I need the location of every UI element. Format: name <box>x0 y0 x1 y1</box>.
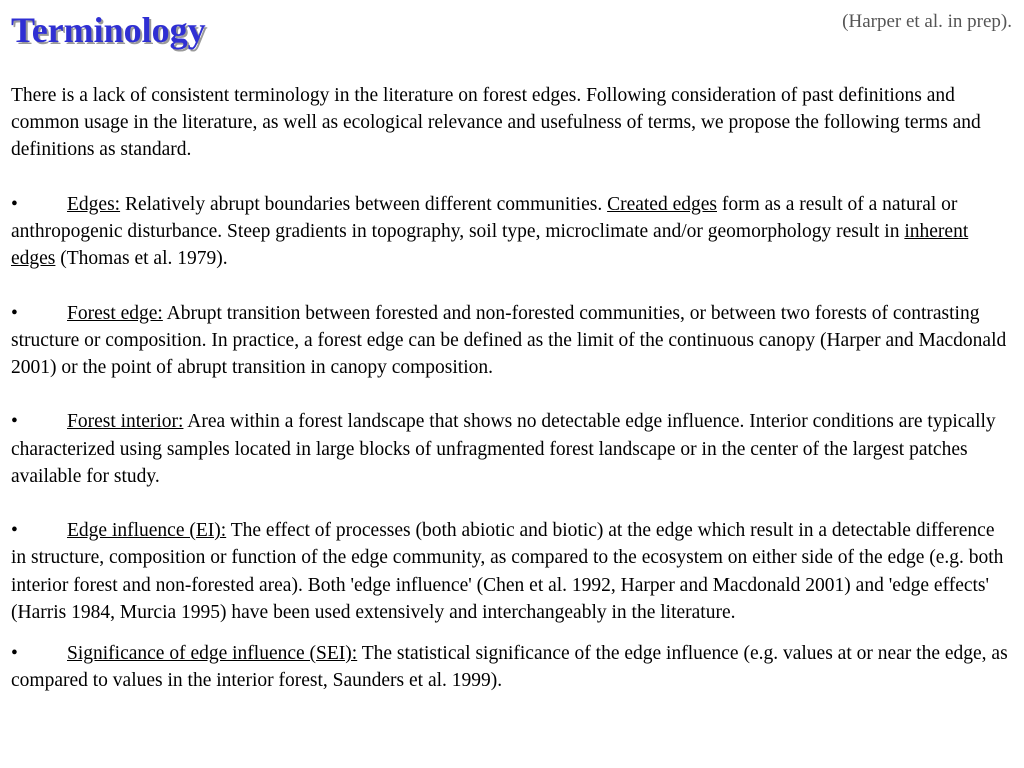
term-inherent-edges: inherent edges <box>11 221 969 270</box>
term-created-edges: Created edges <box>607 193 717 215</box>
definition-forest-edge <box>11 300 1014 382</box>
slide-title: Terminology <box>11 10 206 50</box>
term-forest-interior: Forest interior: <box>67 411 184 433</box>
term-forest-edge: Forest edge: <box>67 302 163 324</box>
bullet-icon: • <box>11 520 18 542</box>
bullet-icon: • <box>11 643 18 664</box>
bullet-icon: • <box>11 193 18 215</box>
term-edges: Edges: <box>67 193 121 215</box>
term-edge-influence: Edge influence (EI): <box>67 520 227 542</box>
intro-paragraph: There is a lack of consistent terminology in the literature on forest edges. Following consideration of past definitions and common usage in the literature, as well as ecological relevance and usefulness of terms, we propose the following terms and definitions as standard. <box>11 85 981 161</box>
bullet-icon: • <box>11 411 18 433</box>
definition-text: (Thomas et al. 1979). <box>55 248 228 270</box>
definition-edges <box>11 191 1014 273</box>
definition-text: The statistical significance of the edge influence (e.g. values at or near the edge, as compared to values in the interior forest, Saunders et al. 1999). <box>11 643 1008 692</box>
definition-text: The effect of processes (both abiotic and biotic) at the edge which result in a detectable difference in structure, composition or function of the edge community, as compared to the ecosystem on either side of the edge (e.g. both interior forest and non-forested area). Both 'edge influence' (Chen et al. 1992, Harper and Macdonald 2001) and 'edge effects' (Harris 1984, Murcia 1995) have been used extensively and interchangeably in the literature. <box>11 520 1004 623</box>
slide-body <box>11 82 1014 722</box>
definition-sei <box>11 640 1014 694</box>
definition-text: Area within a forest landscape that shows no detectable edge influence. Interior conditions are typically characterized using samples located in large blocks of unfragmented forest landscape or in the center of the largest patches available for study. <box>11 411 996 487</box>
definition-edge-influence <box>11 517 1014 626</box>
definition-text: form as a result of a natural or anthropogenic disturbance. Steep gradients in topography, soil type, microclimate and/or geomorphology result in <box>11 193 958 242</box>
bullet-icon: • <box>11 302 18 324</box>
definition-text: Abrupt transition between forested and non-forested communities, or between two forests of contrasting structure or composition. In practice, a forest edge can be defined as the limit of the continuous canopy (Harper and Macdonald 2001) or the point of abrupt transition in canopy composition. <box>11 302 1007 378</box>
term-sei: Significance of edge influence (SEI): <box>67 643 358 664</box>
definition-forest-interior <box>11 408 1014 490</box>
definition-text: Relatively abrupt boundaries between different communities. <box>120 193 608 215</box>
citation: (Harper et al. in prep). <box>842 11 1012 32</box>
